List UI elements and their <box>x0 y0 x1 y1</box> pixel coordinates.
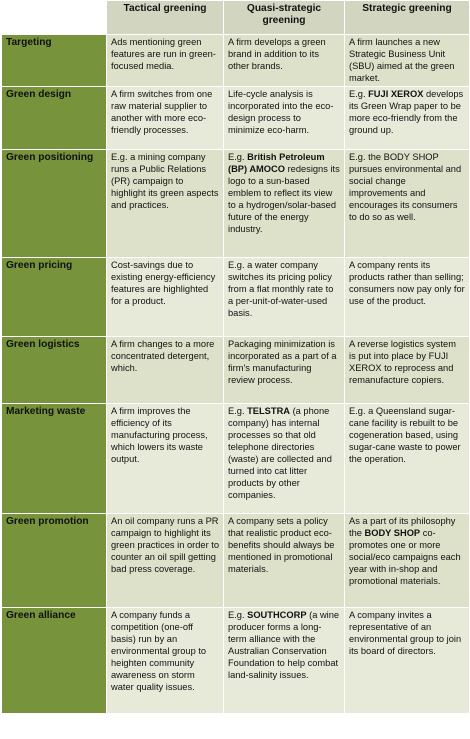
row-label: Green alliance <box>2 608 107 714</box>
table-cell: A firm improves the efficiency of its manufacturing process, which lowers its waste output. <box>107 404 224 514</box>
table-cell: Cost-savings due to existing energy-efficiency features are highlighted for a product. <box>107 258 224 337</box>
table-row <box>2 150 470 258</box>
row-label: Green positioning <box>2 150 107 258</box>
row-label: Green logistics <box>2 337 107 404</box>
table-cell: A company invites a representative of an environmental group to join its board of directors. <box>345 608 470 714</box>
table-header <box>2 1 470 35</box>
table-row <box>2 608 470 714</box>
table-cell: E.g. FUJI XEROX develops its Green Wrap paper to be more eco-friendly from the ground up. <box>345 87 470 150</box>
table-cell: E.g. the BODY SHOP pursues environmental and social change improvements and encourages its consumers to do so as well. <box>345 150 470 258</box>
table-cell: E.g. a mining company runs a Public Relations (PR) campaign to highlight its green aspects and practices. <box>107 150 224 258</box>
table-cell: Life-cycle analysis is incorporated into the eco-design process to minimize eco-harm. <box>224 87 345 150</box>
table-cell: A firm switches from one raw material supplier to another with more eco-friendly processes. <box>107 87 224 150</box>
row-label: Green promotion <box>2 514 107 608</box>
table-cell: A firm changes to a more concentrated detergent, which. <box>107 337 224 404</box>
row-label: Targeting <box>2 35 107 87</box>
table-cell: E.g. TELSTRA (a phone company) has internal processes so that old telephone directories (waste) are collected and turned into cat litter products by other companies. <box>224 404 345 514</box>
table-cell: A company funds a competition (one-off basis) run by an environmental group to heighten community awareness on storm water quality issues. <box>107 608 224 714</box>
header-strategic: Strategic greening <box>345 1 470 35</box>
row-label: Marketing waste <box>2 404 107 514</box>
table-cell: E.g. SOUTHCORP (a wine producer forms a long-term alliance with the Australian Conservation Foundation to help combat land-salinity issues. <box>224 608 345 714</box>
table-row <box>2 258 470 337</box>
table-cell: A firm launches a new Strategic Business Unit (SBU) aimed at the green market. <box>345 35 470 87</box>
row-label: Green design <box>2 87 107 150</box>
table-cell: A firm develops a green brand in addition to its other brands. <box>224 35 345 87</box>
table-cell: An oil company runs a PR campaign to highlight its green practices in order to counter an oil spill getting bad press coverage. <box>107 514 224 608</box>
table-row <box>2 514 470 608</box>
header-quasi-strategic: Quasi-strategic greening <box>224 1 345 35</box>
green-marketing-table <box>1 0 470 714</box>
table-cell: E.g. a Queensland sugar-cane facility is rebuilt to be cogeneration based, using sugar-cane waste to power the operation. <box>345 404 470 514</box>
table-cell: E.g. a water company switches its pricing policy from a flat monthly rate to a per-unit-of-water-used basis. <box>224 258 345 337</box>
header-row <box>2 1 470 35</box>
table-cell: Packaging minimization is incorporated as a part of a firm's manufacturing review process. <box>224 337 345 404</box>
table-cell: A company sets a policy that realistic product eco-benefits should always be mentioned in promotional materials. <box>224 514 345 608</box>
table-row <box>2 404 470 514</box>
table-cell: A company rents its products rather than selling; consumers now pay only for use of the product. <box>345 258 470 337</box>
row-label: Green pricing <box>2 258 107 337</box>
table-body <box>2 35 470 714</box>
table-row <box>2 35 470 87</box>
table-row <box>2 87 470 150</box>
header-corner <box>2 1 107 35</box>
header-tactical: Tactical greening <box>107 1 224 35</box>
table-cell: E.g. British Petroleum (BP) AMOCO redesigns its logo to a sun-based emblem to reflect its view to a hydrogen/solar-based future of the energy industry. <box>224 150 345 258</box>
table-cell: Ads mentioning green features are run in green-focused media. <box>107 35 224 87</box>
table-cell: A reverse logistics system is put into place by FUJI XEROX to reprocess and remanufacture copiers. <box>345 337 470 404</box>
table-row <box>2 337 470 404</box>
table-cell: As a part of its philosophy the BODY SHOP co-promotes one or more social/eco campaigns each year with in-shop and promotional materials. <box>345 514 470 608</box>
